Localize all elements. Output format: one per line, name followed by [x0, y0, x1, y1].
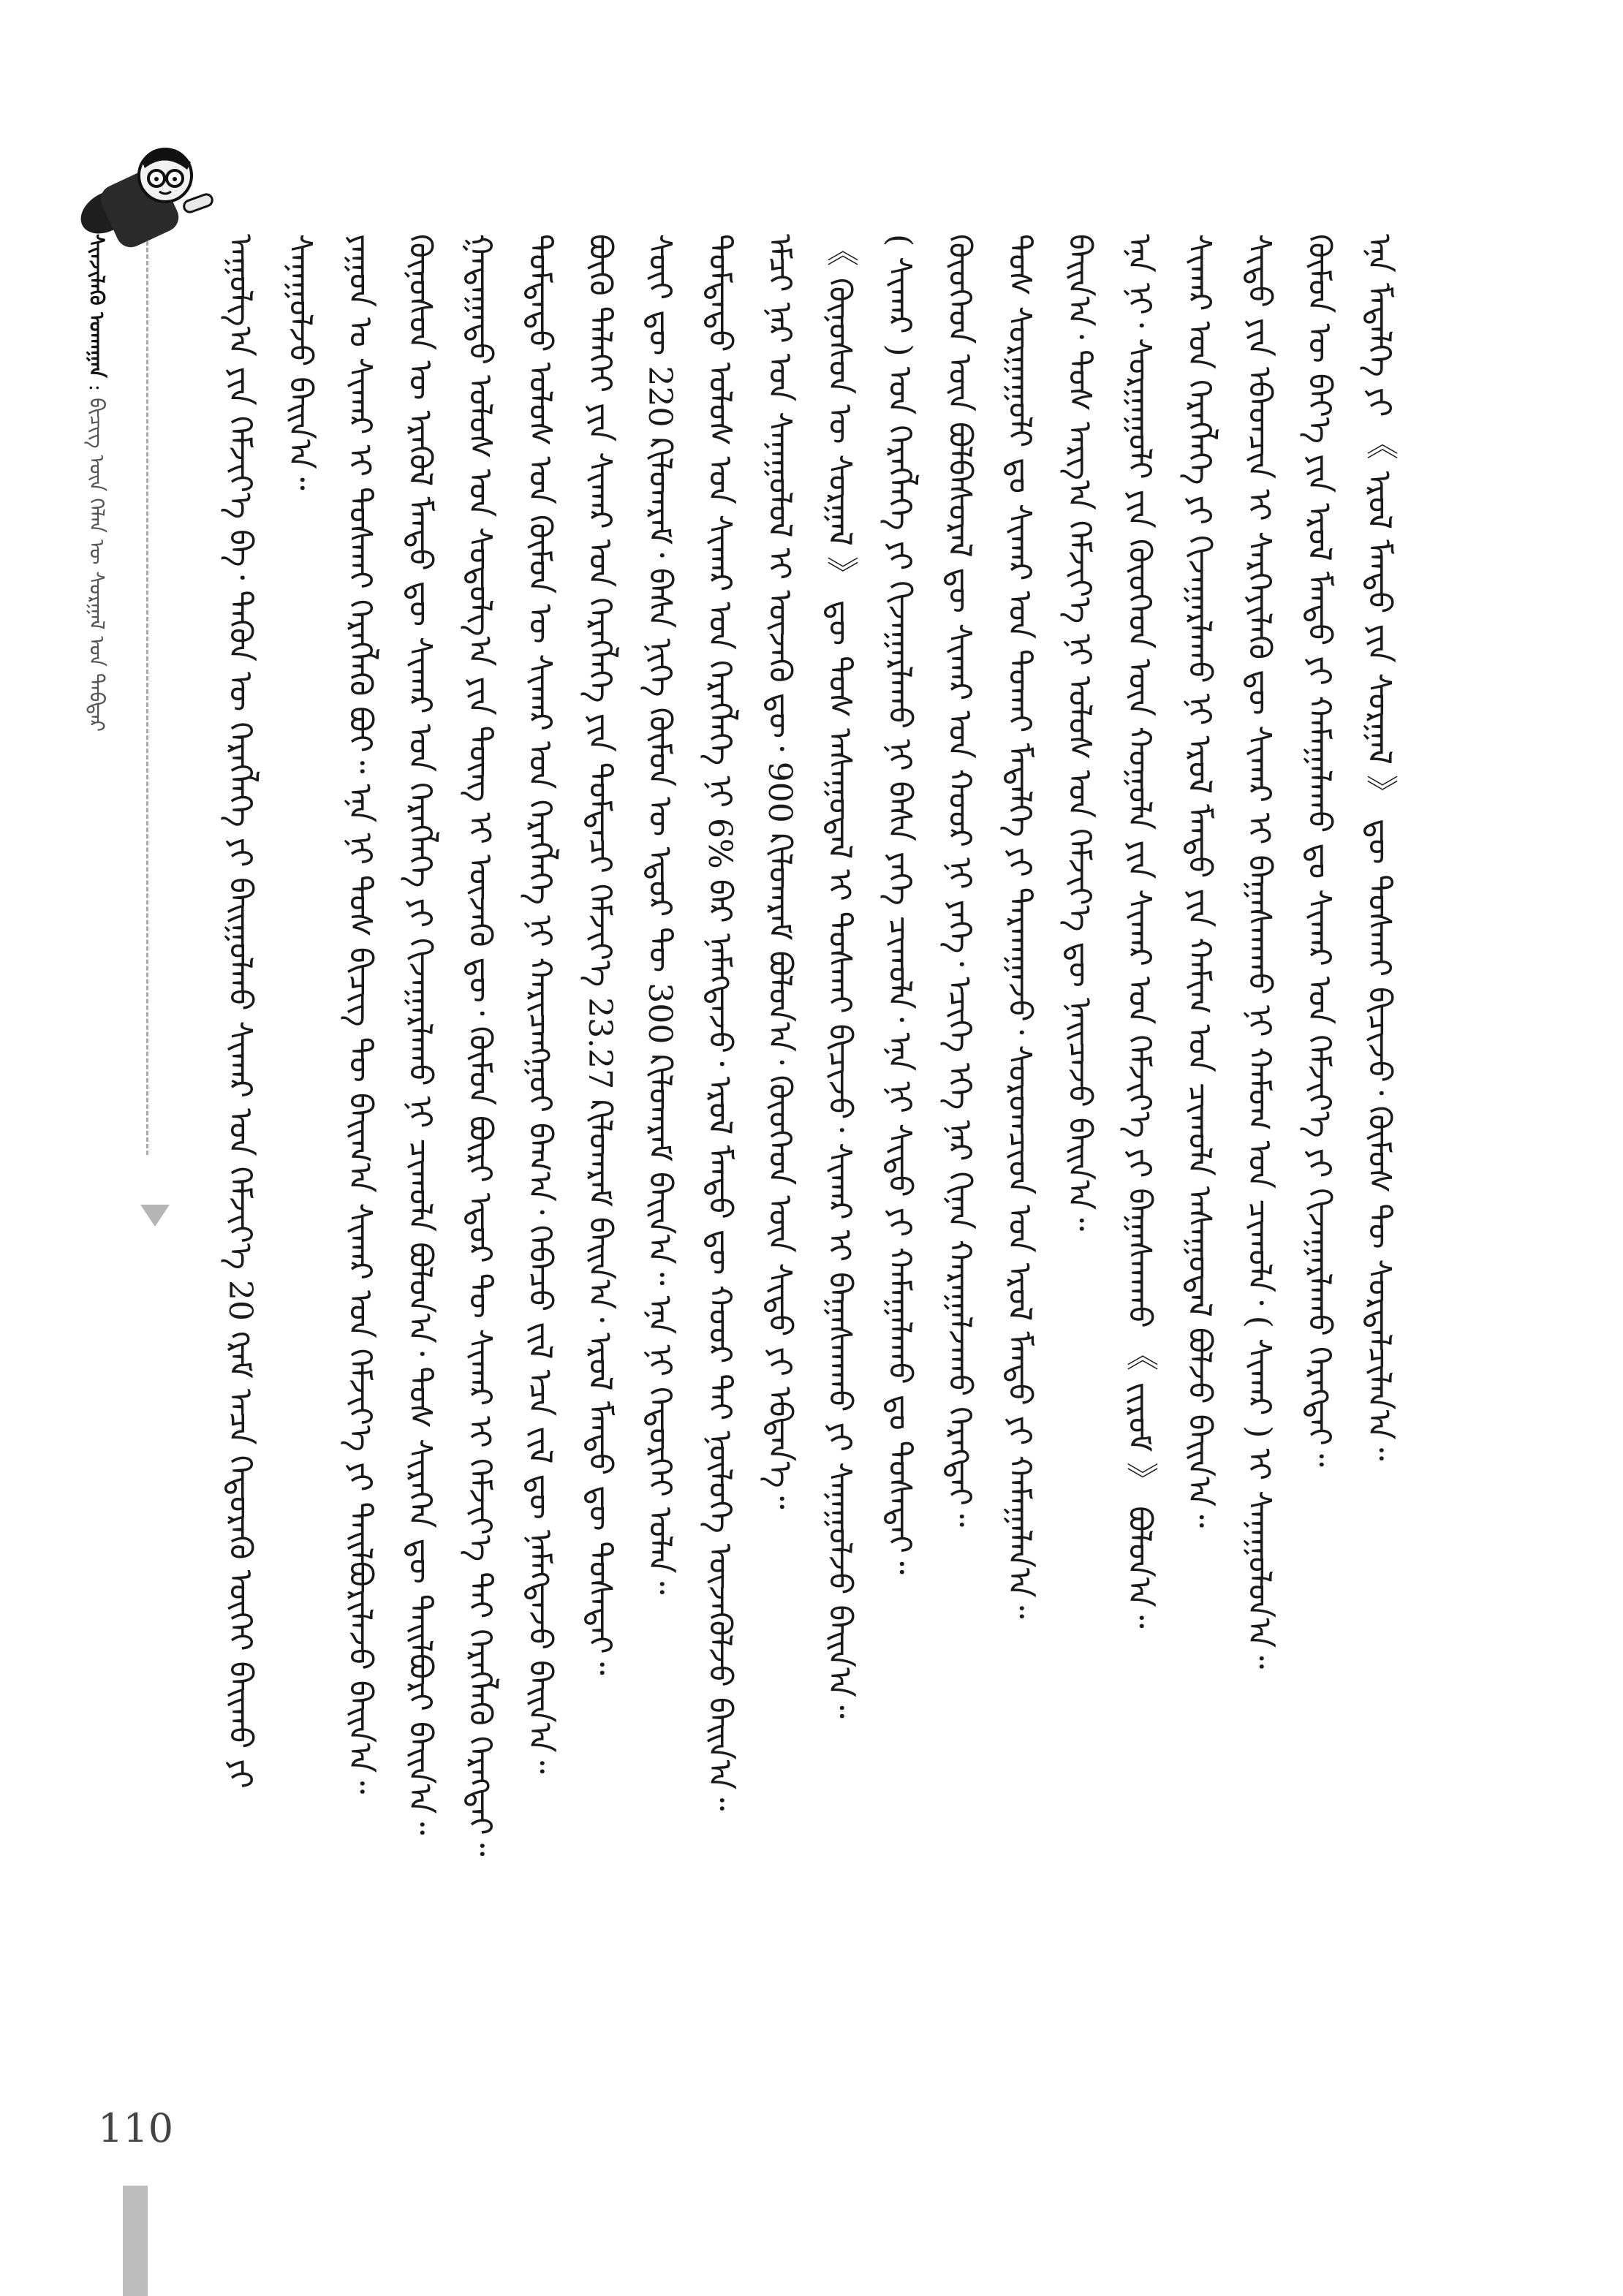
text-column: ᠡᠮᠴᠢ ᠨᠠᠷ ᠤᠨ ᠰᠠᠨᠠᠭᠤᠯᠤᠯ ᠢ ᠦᠵᠡᠬᠦ ᠳᠦ᠂ 900 ᠺᠢᠯᠤᠭᠷᠠᠮ ᠪᠣᠯᠤᠨ᠎ᠠ᠂ ᠬᠦᠦᠬᠡᠳ ᠦᠨ ᠰᠢᠳᠦ ᠶᠢ ᠡᠪᠳᠡᠨ᠎ᠡ᠃: [761, 234, 798, 1509]
text-column: ᠬᠦᠮᠦᠨ ᠦ ᠪᠡᠶ᠎ᠡ ᠶᠢᠨ ᠡᠷᠦᠯ ᠮᠡᠨᠳᠦ ᠶᠢ ᠬᠠᠮᠠᠭᠠᠯᠠᠬᠤ ᠳᠤ ᠰᠢᠬᠠᠷ ᠤᠨ ᠬᠡᠮᠵᠢᠶ᠎ᠡ ᠶᠢ ᠬᠢᠵᠠᠭᠠᠷᠯᠠᠬᠤ ᠬᠡᠷᠡᠭᠲᠡᠢ᠃: [1301, 234, 1338, 1467]
text-column: ᠶᠠᠭᠤᠨ ᠤ ᠰᠢᠬᠠᠷ ᠢ ᠳᠤᠰᠬᠠᠢ ᠬᠡᠷᠡᠭᠯᠡᠬᠦ ᠪᠤᠢ᠃ ᠡᠨᠡ ᠨᠢ ᠲᠤᠰ ᠪᠢᠴᠢᠭ ᠲᠦ ᠪᠠᠢᠭ᠎ᠠ ᠰᠢᠬᠠᠷ ᠤᠨ ᠬᠡᠮᠵᠢᠶ᠎ᠡ ᠶᠢ ᠲᠠᠢᠯᠪᠤᠷᠢᠯᠠᠵᠤ ᠪᠠᠢᠨ᠎ᠠ᠃: [341, 234, 379, 1795]
body-text: [219, 234, 1448, 2164]
text-column: ᠠᠭᠤᠯᠭ᠎ᠠ ᠶᠢᠨ ᠬᠡᠮᠵᠢᠶ᠎ᠡ ᠪᠡ᠂ ᠲᠡᠭᠦᠨ ᠦ ᠬᠡᠷᠡᠭᠯᠡᠭᠡ ᠶᠢ ᠪᠠᠢᠭᠤᠯᠬᠤ ᠰᠢᠬᠠᠷ ᠤᠨ ᠬᠡᠮᠵᠢᠶ᠎ᠡ 20 ᠭᠷᠠᠮ ᠠᠴᠠ ᠬᠡᠲᠦᠷᠡᠬᠦ ᠦᠭᠡᠢ ᠪᠠᠢᠬᠤ ᠶᠢ: [222, 234, 259, 1789]
text-column: ᠰᠦᠢ ᠳᠦ 220 ᠺᠢᠯᠤᠭᠷᠠᠮ᠂ ᠪᠠᠰᠠ ᠨᠢᠭᠡ ᠬᠦᠮᠦᠨ ᠦ ᠡᠳᠦᠷ ᠲᠦ 300 ᠺᠢᠯᠤᠭᠷᠠᠮ ᠪᠠᠢᠨ᠎ᠠ᠃ ᠡᠨᠡ ᠨᠢ ᠬᠡᠲᠦᠷᠬᠡᠢ ᠤᠯᠠᠨ᠃: [641, 234, 678, 1595]
text-column: ᠰᠠᠨᠠᠭᠤᠯᠵᠤ ᠪᠠᠢᠨ᠎ᠠ᠃: [281, 234, 319, 490]
text-column: ᠡᠨᠡ ᠮᠡᠳᠡᠯᠭᠡ ᠶᠢ 《 ᠡᠷᠦᠯ ᠮᠡᠨᠳᠦ ᠶᠢᠨ ᠰᠤᠷᠭᠠᠯ 》 ᠳᠦ ᠲᠤᠰᠬᠠᠢ ᠪᠢᠴᠢᠵᠦ᠂ ᠬᠦᠮᠦᠰ ᠲᠦ ᠰᠤᠷᠲᠠᠯᠴᠢᠯᠠᠨ᠎ᠠ᠃: [1361, 234, 1398, 1461]
text-column: ( ᠰᠢᠬᠠᠷ ) ᠤᠨ ᠬᠡᠷᠡᠭᠯᠡᠭᠡ ᠶᠢ ᠬᠢᠵᠠᠭᠠᠷᠯᠠᠬᠤ ᠨᠢ ᠪᠠᠰᠠ ᠶᠡᠬᠡ ᠴᠢᠬᠤᠯᠠ᠂ ᠡᠨᠡ ᠨᠢ ᠰᠢᠳᠦ ᠶᠢ ᠬᠠᠮᠠᠭᠠᠯᠠᠬᠤ ᠳᠤ ᠲᠤᠰᠠᠲᠠᠢ᠃: [881, 234, 918, 1575]
running-header-title: ᠪᠢᠴᠢᠭ ᠦᠨ ᠬᠡᠯᠡᠨ ᠦ ᠰᠤᠷᠭᠠᠯ ᠤᠨ ᠳᠡᠪᠲᠡᠷ: [85, 398, 109, 732]
text-column: ᠳᠤᠮᠳᠠᠳᠤ ᠤᠯᠤᠰ ᠤᠨ ᠰᠢᠬᠠᠷ ᠤᠨ ᠬᠡᠷᠡᠭᠯᠡᠭᠡ ᠨᠢ 6% ᠪᠠᠷ ᠨᠡᠮᠡᠭᠳᠡᠵᠦ᠂ ᠡᠷᠦᠯ ᠮᠡᠨᠳᠦ ᠳᠦ ᠬᠣᠣᠷ ᠲᠠᠢ ᠨᠦᠯᠦᠭᠡ ᠦᠵᠡᠭᠦᠯᠵᠦ ᠪᠠᠢᠨ᠎ᠠ᠃: [701, 234, 738, 1811]
text-column: ᠰᠢᠳᠦ ᠶᠢᠨ ᠡᠪᠡᠳᠴᠢᠨ ᠢ ᠰᠡᠷᠭᠡᠶᠢᠯᠡᠬᠦ ᠳᠦ ᠰᠢᠬᠠᠷ ᠢ ᠪᠠᠭᠠᠰᠬᠠᠬᠤ ᠨᠢ ᠬᠠᠮᠤᠭ ᠤᠨ ᠴᠢᠬᠤᠯᠠ᠂ ( ᠰᠢᠬᠠᠷ ) ᠢ ᠰᠠᠨᠠᠭᠤᠯᠤᠨ᠎ᠠ᠃: [1241, 234, 1278, 1670]
header-arrow-icon: [140, 1205, 170, 1227]
text-column: ᠪᠠᠢᠨ᠎ᠠ᠂ ᠲᠤᠰ ᠠᠷᠭ᠎ᠠ ᠬᠡᠮᠵᠢᠶ᠎ᠡ ᠨᠢ ᠤᠯᠤᠰ ᠤᠨ ᠬᠡᠮᠵᠢᠶ᠎ᠡ ᠳᠦ ᠨᠡᠢᠴᠡᠵᠦ ᠪᠠᠢᠨ᠎ᠠ᠃: [1061, 234, 1098, 1232]
page-number: 110: [98, 2105, 174, 2151]
text-column: ᠭᠠᠳᠠᠭᠠᠳᠤ ᠤᠯᠤᠰ ᠤᠨ ᠰᠤᠳᠤᠯᠭ᠎ᠠ ᠶᠢᠨ ᠳᠦᠩ ᠢ ᠦᠵᠡᠬᠦ ᠳᠦ᠂ ᠬᠦᠮᠦᠨ ᠪᠦᠷᠢ ᠡᠳᠦᠷ ᠲᠦ ᠰᠢᠬᠠᠷ ᠢ ᠬᠡᠮᠵᠢᠶ᠎ᠡ ᠲᠡᠢ ᠬᠡᠷᠡᠭᠯᠡᠬᠦ ᠬᠡᠷᠡᠭᠲᠡᠢ᠃: [461, 234, 499, 1857]
text-column: ᠳᠤᠮᠳᠠᠳᠤ ᠤᠯᠤᠰ ᠤᠨ ᠬᠦᠮᠦᠨ ᠦ ᠰᠢᠬᠠᠷ ᠤᠨ ᠬᠡᠷᠡᠭᠯᠡᠭᠡ ᠨᠢ ᠬᠠᠷᠢᠴᠠᠩᠭᠤᠢ ᠪᠠᠭ᠎ᠠ᠂ ᠭᠡᠪᠡᠴᠦ ᠵᠢᠯ ᠡᠴᠡ ᠵᠢᠯ ᠳᠦ ᠨᠡᠮᠡᠭᠳᠡᠵᠦ ᠪᠠᠢᠨ᠎ᠠ᠃: [521, 234, 559, 1774]
text-column: ᠡᠨᠡ ᠨᠢ᠂ ᠰᠤᠷᠭᠠᠭᠤᠯᠢ ᠶᠢᠨ ᠬᠦᠦᠬᠡᠳ ᠦᠨ ᠬᠣᠭᠤᠯᠠ ᠶᠢᠨ ᠰᠢᠬᠠᠷ ᠤᠨ ᠬᠡᠮᠵᠢᠶ᠎ᠡ ᠶᠢ ᠪᠠᠭᠠᠰᠬᠠᠬᠤ 《 ᠵᠢᠷᠤᠮ 》 ᠪᠣᠯᠤᠨ᠎ᠠ᠃: [1121, 234, 1158, 1629]
text-column: ᠲᠤᠰ ᠰᠤᠷᠭᠠᠭᠤᠯᠢ ᠳᠤ ᠰᠢᠬᠠᠷ ᠤᠨ ᠲᠤᠬᠠᠢ ᠮᠡᠳᠡᠯᠭᠡ ᠶᠢ ᠲᠠᠷᠬᠠᠭᠠᠵᠤ᠂ ᠰᠤᠷᠤᠭᠴᠢᠳ ᠤᠨ ᠡᠷᠦᠯ ᠮᠡᠨᠳᠦ ᠶᠢ ᠬᠠᠮᠠᠭᠠᠯᠠᠨ᠎ᠠ᠃: [1001, 234, 1038, 1619]
page-edge-tab: [123, 2186, 148, 2296]
text-column: 《 ᠬᠦᠨᠦᠰᠦᠨ ᠦ ᠰᠤᠷᠭᠠᠯ 》 ᠳᠦ ᠲᠤᠰ ᠠᠰᠠᠭᠤᠳᠠᠯ ᠢ ᠲᠤᠰᠬᠠᠢ ᠪᠢᠴᠢᠵᠦ᠂ ᠰᠢᠬᠠᠷ ᠢ ᠪᠠᠭᠠᠰᠬᠠᠬᠤ ᠶᠢ ᠰᠠᠨᠠᠭᠤᠯᠵᠤ ᠪᠠᠢᠨ᠎ᠠ᠃: [821, 234, 858, 1719]
header-divider: [146, 241, 148, 1155]
text-column: ᠬᠦᠦᠬᠡᠳ ᠦᠨ ᠪᠣᠯᠪᠠᠰᠤᠷᠠᠯ ᠳᠦ ᠰᠢᠬᠠᠷ ᠤᠨ ᠬᠣᠣᠷ ᠨᠢ ᠶᠡᠬᠡ᠂ ᠡᠴᠢᠭᠡ ᠡᠬᠡ ᠨᠠᠷ ᠬᠢᠨᠠᠨ ᠬᠠᠷᠠᠭᠠᠯᠵᠠᠬᠤ ᠬᠡᠷᠡᠭᠲᠡᠢ᠃: [941, 234, 978, 1527]
text-column: ᠪᠦᠬᠦ ᠳᠡᠯᠡᠬᠡᠢ ᠶᠢᠨ ᠰᠢᠬᠠᠷ ᠤᠨ ᠬᠡᠷᠡᠭᠯᠡᠭᠡ ᠶᠢᠨ ᠳᠤᠮᠳᠠᠴᠢ ᠬᠡᠮᠵᠢᠶ᠎ᠡ 23.27 ᠺᠢᠯᠤᠭᠷᠠᠮ ᠪᠠᠢᠨ᠎ᠠ᠂ ᠡᠷᠦᠯ ᠮᠡᠨᠳᠦ ᠳᠦ ᠲᠤᠰᠠᠲᠠᠢ᠃: [581, 234, 618, 1675]
text-column: ᠬᠦᠨᠦᠰᠦᠨ ᠦ ᠡᠷᠡᠭᠦᠯ ᠮᠡᠨᠳᠦ ᠳᠦ ᠰᠢᠬᠠᠷ ᠤᠨ ᠬᠡᠷᠡᠭᠯᠡᠭᠡ ᠶᠢ ᠬᠢᠵᠠᠭᠠᠷᠯᠠᠬᠤ ᠨᠢ ᠴᠢᠬᠤᠯᠠ ᠪᠣᠯᠤᠨ᠎ᠠ᠂ ᠲᠤᠰ ᠰᠢᠷᠡᠭᠡᠨ ᠳᠦ ᠲᠠᠢᠯᠪᠤᠷᠢ ᠪᠠᠢᠨ᠎ᠠ᠃: [401, 234, 439, 1835]
text-column: ᠰᠢᠬᠠᠷ ᠤᠨ ᠬᠡᠷᠡᠭᠯᠡᠭᠡ ᠶᠢ ᠬᠢᠵᠠᠭᠠᠷᠯᠠᠬᠤ ᠨᠢ ᠡᠷᠦᠯ ᠮᠡᠨᠳᠦ ᠶᠢᠨ ᠬᠠᠮᠢᠭ ᠤᠨ ᠴᠢᠬᠤᠯᠠ ᠠᠰᠠᠭᠤᠳᠠᠯ ᠪᠣᠯᠵᠤ ᠪᠠᠢᠨ᠎ᠠ᠃: [1181, 234, 1218, 1528]
running-header: ᠰᠢᠨᠵᠢᠯᠡᠬᠦ ᠤᠬᠠᠭᠠᠨ : ᠪᠢᠴᠢᠭ ᠦᠨ ᠬᠡᠯᠡᠨ ᠦ ᠰᠤᠷᠭᠠᠯ ᠤᠨ ᠳᠡᠪᠲᠡᠷ: [85, 234, 109, 732]
running-header-label: ᠰᠢᠨᠵᠢᠯᠡᠬᠦ ᠤᠬᠠᠭᠠᠨ: [85, 234, 109, 378]
